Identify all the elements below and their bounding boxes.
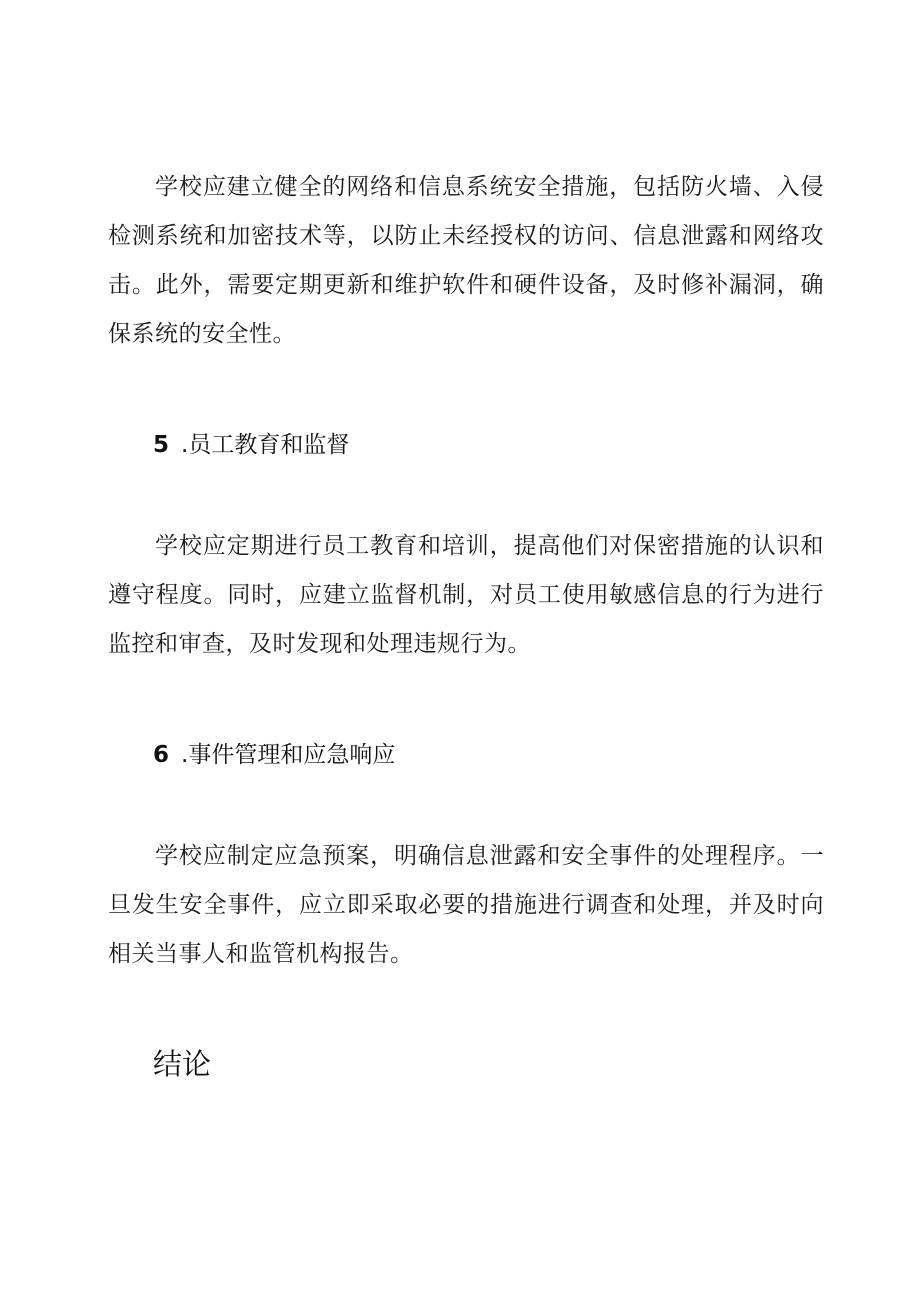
section-number: 5 bbox=[153, 432, 170, 458]
paragraph-incident-management: 学校应制定应急预案，明确信息泄露和安全事件的处理程序。一旦发生安全事件，应立即采取必要的措施进行调查和处理，并及时向相关当事人和监管机构报告。 bbox=[108, 843, 824, 967]
paragraph-staff-education: 学校应定期进行员工教育和培训，提高他们对保密措施的认识和遵守程度。同时，应建立监督机制，对员工使用敏感信息的行为进行监控和审查，及时发现和处理违规行为。 bbox=[108, 533, 824, 657]
paragraph-network-security: 学校应建立健全的网络和信息系统安全措施，包括防火墙、入侵检测系统和加密技术等，以防止未经授权的访问、信息泄露和网络攻击。此外，需要定期更新和维护软件和硬件设备，及时修补漏洞，确保系统的安全性。 bbox=[108, 174, 824, 347]
section-heading-5 bbox=[153, 426, 349, 459]
section-heading-6 bbox=[153, 736, 395, 769]
section-number: 6 bbox=[153, 742, 170, 768]
section-title: .事件管理和应急响应 bbox=[181, 742, 396, 768]
section-title: .员工教育和监督 bbox=[181, 432, 350, 458]
conclusion-heading: 结论 bbox=[153, 1047, 212, 1081]
